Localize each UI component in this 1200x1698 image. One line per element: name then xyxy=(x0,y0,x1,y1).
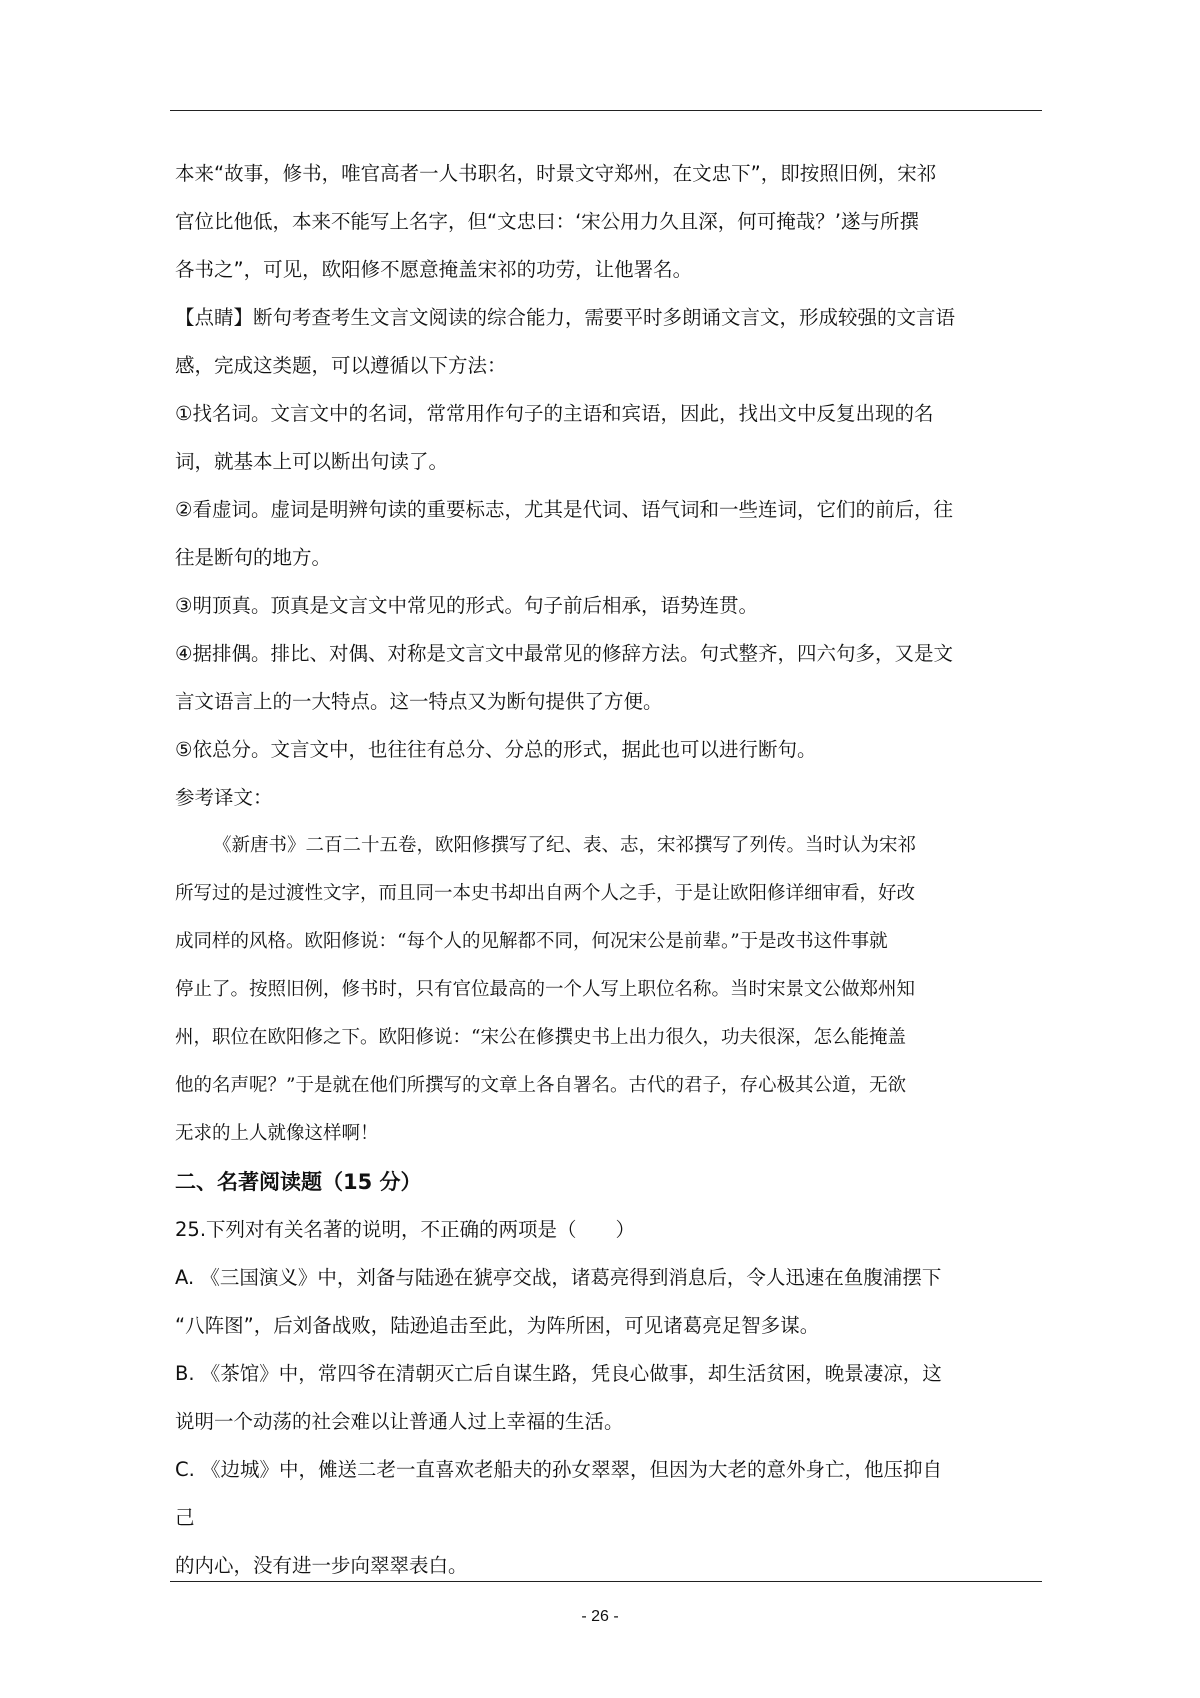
translation-line: 停止了。按照旧例，修书时，只有官位最高的一个人写上职位名称。当时宋景文公做郑州知 xyxy=(175,979,916,1000)
analysis-line: 本来“故事，修书，唯官高者一人书职名，时景文守郑州，在文忠下”，即按照旧例，宋祁 xyxy=(175,162,937,185)
translation-line: 《新唐书》二百二十五卷，欧阳修撰写了纪、表、志，宋祁撰写了列传。当时认为宋祁 xyxy=(213,835,917,856)
option-a-line: A. 《三国演义》中，刘备与陆逊在猇亭交战，诸葛亮得到消息后，令人迅速在鱼腹浦摆下 xyxy=(175,1266,942,1289)
method-4-line: ④据排偶。排比、对偶、对称是文言文中最常见的修辞方法。句式整齐，四六句多，又是文 xyxy=(175,642,953,665)
section-heading: 二、名著阅读题（15 分） xyxy=(175,1170,422,1194)
translation-line: 所写过的是过渡性文字，而且同一本史书却出自两个人之手，于是让欧阳修详细审看，好改 xyxy=(175,883,916,904)
method-5-line: ⑤依总分。文言文中，也往往有总分、分总的形式，据此也可以进行断句。 xyxy=(175,738,817,761)
option-a-line: “八阵图”，后刘备战败，陆逊追击至此，为阵所困，可见诸葛亮足智多谋。 xyxy=(175,1314,820,1337)
footer-rule xyxy=(170,1581,1042,1582)
page-number: - 26 - xyxy=(581,1608,619,1625)
translation-label: 参考译文： xyxy=(175,786,273,809)
question-stem: 25.下列对有关名著的说明，不正确的两项是（ ） xyxy=(175,1218,636,1241)
option-b-line: 说明一个动荡的社会难以让普通人过上幸福的生活。 xyxy=(175,1410,624,1433)
method-2-line: 往是断句的地方。 xyxy=(175,546,332,569)
note-line: 【点睛】断句考查考生文言文阅读的综合能力，需要平时多朗诵文言文，形成较强的文言语 xyxy=(175,306,956,329)
method-3-line: ③明顶真。顶真是文言文中常见的形式。句子前后相承，语势连贯。 xyxy=(175,594,758,617)
translation-line: 成同样的风格。欧阳修说：“每个人的见解都不同，何况宋公是前辈。”于是改书这件事就 xyxy=(175,931,888,952)
method-2-line: ②看虚词。虚词是明辨句读的重要标志，尤其是代词、语气词和一些连词，它们的前后，往 xyxy=(175,498,953,521)
analysis-line: 各书之”，可见，欧阳修不愿意掩盖宋祁的功劳，让他署名。 xyxy=(175,258,693,281)
method-1-line: 词，就基本上可以断出句读了。 xyxy=(175,450,449,473)
translation-line: 州，职位在欧阳修之下。欧阳修说：“宋公在修撰史书上出力很久，功夫很深，怎么能掩盖 xyxy=(175,1027,906,1048)
method-4-line: 言文语言上的一大特点。这一特点又为断句提供了方便。 xyxy=(175,690,663,713)
translation-line: 他的名声呢？”于是就在他们所撰写的文章上各自署名。古代的君子，存心极其公道，无欲 xyxy=(175,1075,906,1096)
translation-line: 无求的上人就像这样啊！ xyxy=(175,1123,379,1144)
header-rule xyxy=(170,110,1042,111)
note-line: 感，完成这类题，可以遵循以下方法： xyxy=(175,354,507,377)
option-c-line: 己 xyxy=(175,1506,195,1529)
option-c-line: C. 《边城》中，傩送二老一直喜欢老船夫的孙女翠翠，但因为大老的意外身亡，他压抑自 xyxy=(175,1458,943,1481)
option-c-line: 的内心，没有进一步向翠翠表白。 xyxy=(175,1554,468,1577)
method-1-line: ①找名词。文言文中的名词，常常用作句子的主语和宾语，因此，找出文中反复出现的名 xyxy=(175,402,934,425)
page-body xyxy=(175,150,1040,1590)
analysis-line: 官位比他低，本来不能写上名字，但“文忠曰：‘宋公用力久且深，何可掩哉？’遂与所撰 xyxy=(175,210,919,233)
option-b-line: B. 《茶馆》中，常四爷在清朝灭亡后自谋生路，凭良心做事，却生活贫困，晚景凄凉，这 xyxy=(175,1362,942,1385)
